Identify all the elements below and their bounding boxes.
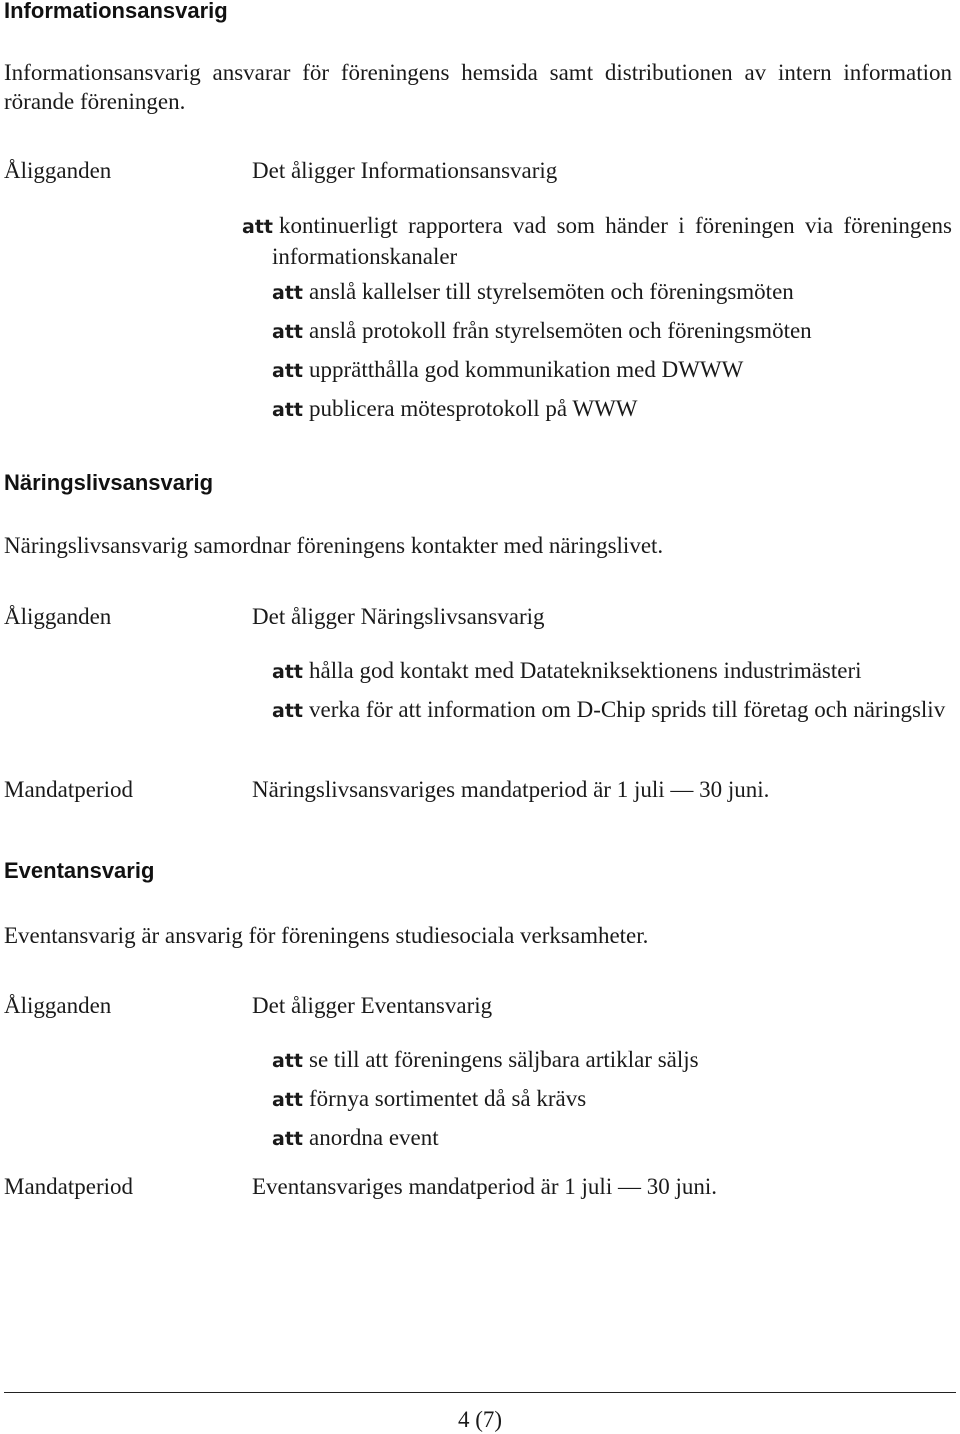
section-paragraph: Informationsansvarig ansvarar för föreningens hemsida samt distributionen av intern information rörande föreningen. [4, 60, 952, 114]
att-keyword: att [272, 1050, 303, 1072]
duty-item: att kontinuerligt rapportera vad som händer i föreningen via föreningens informationskanaler [242, 213, 952, 269]
att-keyword: att [272, 661, 303, 683]
att-keyword: att [272, 360, 303, 382]
duty-item: att publicera mötesprotokoll på WWW [272, 396, 638, 421]
att-keyword: att [242, 216, 273, 238]
att-keyword: att [272, 399, 303, 421]
duty-item: att anordna event [272, 1125, 439, 1150]
att-keyword: att [272, 700, 303, 722]
duties-label: Åligganden [4, 604, 112, 629]
section-paragraph: Eventansvarig är ansvarig för föreningens studiesociala verksamheter. [4, 923, 649, 948]
att-keyword: att [272, 1089, 303, 1111]
period-text: Eventansvariges mandatperiod är 1 juli — 30 juni. [252, 1174, 717, 1199]
duties-intro: Det åligger Näringslivsansvarig [252, 604, 545, 629]
duty-item: att upprätthålla god kommunikation med DWWW [272, 357, 744, 382]
period-label: Mandatperiod [4, 1174, 134, 1199]
duty-item: att anslå kallelser till styrelsemöten och föreningsmöten [272, 279, 794, 304]
section-heading: Näringslivsansvarig [4, 470, 214, 495]
duties-label: Åligganden [4, 993, 112, 1018]
duties-list [242, 211, 952, 279]
duty-item: att förnya sortimentet då så krävs [272, 1086, 587, 1111]
duties-list [272, 656, 952, 734]
duties-intro: Det åligger Eventansvarig [252, 993, 493, 1018]
duty-item: att anslå protokoll från styrelsemöten och föreningsmöten [272, 318, 812, 343]
duty-item: att hålla god kontakt med Datatekniksektionens industrimästeri [272, 658, 862, 683]
section-paragraph: Näringslivsansvarig samordnar föreningens kontakter med näringslivet. [4, 533, 664, 558]
att-keyword: att [272, 1128, 303, 1150]
footer-rule [4, 1392, 956, 1393]
duties-list [272, 277, 952, 433]
section-heading: Eventansvarig [4, 858, 155, 883]
period-text: Näringslivsansvariges mandatperiod är 1 juli — 30 juni. [252, 777, 770, 802]
duties-label: Åligganden [4, 158, 112, 183]
page-number: 4 (7) [457, 1407, 503, 1432]
duty-item: att verka för att information om D-Chip sprids till företag och näringsliv [272, 697, 946, 722]
section-heading: Informationsansvarig [4, 0, 228, 23]
duty-item: att se till att föreningens säljbara artiklar säljs [272, 1047, 699, 1072]
duties-list [272, 1045, 952, 1162]
period-label: Mandatperiod [4, 777, 134, 802]
att-keyword: att [272, 282, 303, 304]
duties-intro: Det åligger Informationsansvarig [252, 158, 558, 183]
att-keyword: att [272, 321, 303, 343]
